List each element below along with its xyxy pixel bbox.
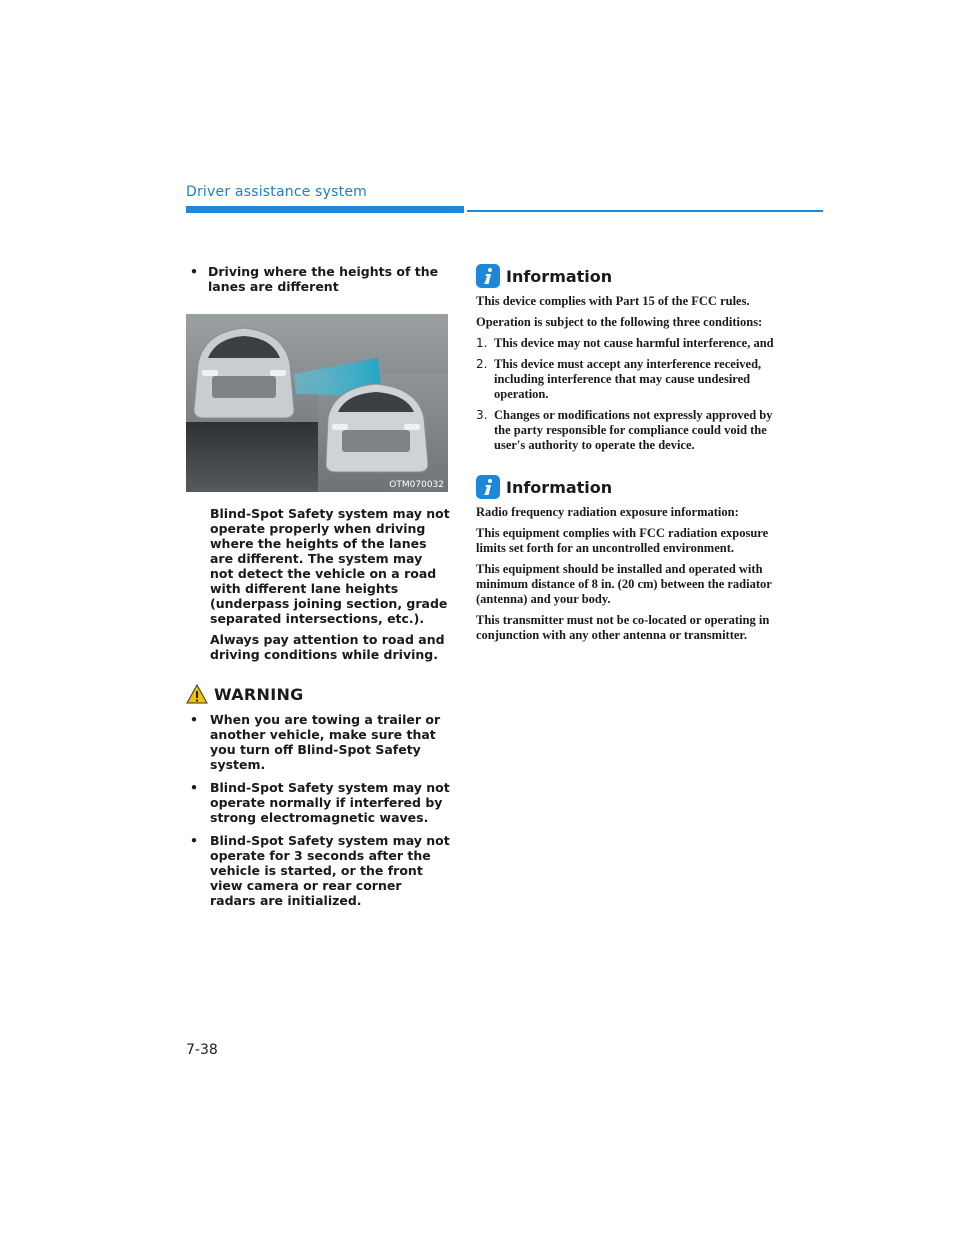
information-body xyxy=(476,505,776,643)
lane-height-illustration xyxy=(186,314,448,492)
right-column xyxy=(476,264,776,649)
bullet-heading: • Driving where the heights of the lanes are different xyxy=(186,264,450,294)
paragraph: This equipment complies with FCC radiation exposure limits set forth for an uncontrolled environment. xyxy=(476,526,769,555)
information-icon xyxy=(476,264,500,288)
information-body xyxy=(476,294,776,453)
vehicles-graphic xyxy=(186,314,448,492)
warning-item: • When you are towing a trailer or another vehicle, make sure that you turn off Blind-Spot Safety system. xyxy=(186,712,450,772)
information-heading xyxy=(476,475,776,499)
warning-title: WARNING xyxy=(214,684,304,704)
information-title: Information xyxy=(506,266,613,286)
information-heading xyxy=(476,264,776,288)
warning-heading xyxy=(186,684,450,704)
header-rule-thin xyxy=(467,210,823,212)
paragraph: Radio frequency radiation exposure information: xyxy=(476,505,739,519)
information-block-rf xyxy=(476,475,776,643)
warning-item: • Blind-Spot Safety system may not operate normally if interfered by strong electromagnetic waves. xyxy=(186,780,450,825)
section-title: Driver assistance system xyxy=(186,184,367,200)
paragraph: Blind-Spot Safety system may not operate properly when driving where the heights of the lanes are different. The system may not detect the vehicle on a road with different lane heights (underpass joining section, grade separated intersections, etc.). xyxy=(210,506,450,626)
item-text: This device may not cause harmful interference, and xyxy=(494,336,774,350)
information-block-fcc xyxy=(476,264,776,453)
numbered-item xyxy=(476,408,776,453)
item-text: This device must accept any interference received, including interference that may cause undesired operation. xyxy=(494,357,762,401)
numbered-item xyxy=(476,357,776,402)
paragraph: Always pay attention to road and driving conditions while driving. xyxy=(210,632,445,662)
information-title: Information xyxy=(506,477,613,497)
paragraph: This device complies with Part 15 of the FCC rules. xyxy=(476,294,750,308)
left-column xyxy=(186,264,450,916)
paragraph: This transmitter must not be co-located or operating in conjunction with any other antenna or transmitter. xyxy=(476,613,770,642)
item-text: Changes or modifications not expressly approved by the party responsible for compliance could void the user's authority to operate the device. xyxy=(494,408,773,452)
information-icon xyxy=(476,475,500,499)
warning-triangle-icon xyxy=(186,684,208,704)
lower-car-shape xyxy=(326,384,428,472)
upper-car-shape xyxy=(194,328,294,418)
paragraph: This equipment should be installed and operated with minimum distance of 8 in. (20 cm) between the radiator (antenna) and your body. xyxy=(476,562,772,606)
figure-caption: OTM070032 xyxy=(389,480,444,490)
item-number: 2. xyxy=(476,357,488,371)
item-number: 3. xyxy=(476,408,488,422)
paragraph: Operation is subject to the following three conditions: xyxy=(476,315,763,329)
header-rule-thick xyxy=(186,206,464,213)
numbered-item xyxy=(476,336,776,351)
page-number: 7-38 xyxy=(186,1042,218,1058)
item-number: 1. xyxy=(476,336,488,350)
warning-item: • Blind-Spot Safety system may not operate for 3 seconds after the vehicle is started, or the front view camera or rear corner radars are initialized. xyxy=(186,833,450,908)
warning-list xyxy=(186,712,450,908)
